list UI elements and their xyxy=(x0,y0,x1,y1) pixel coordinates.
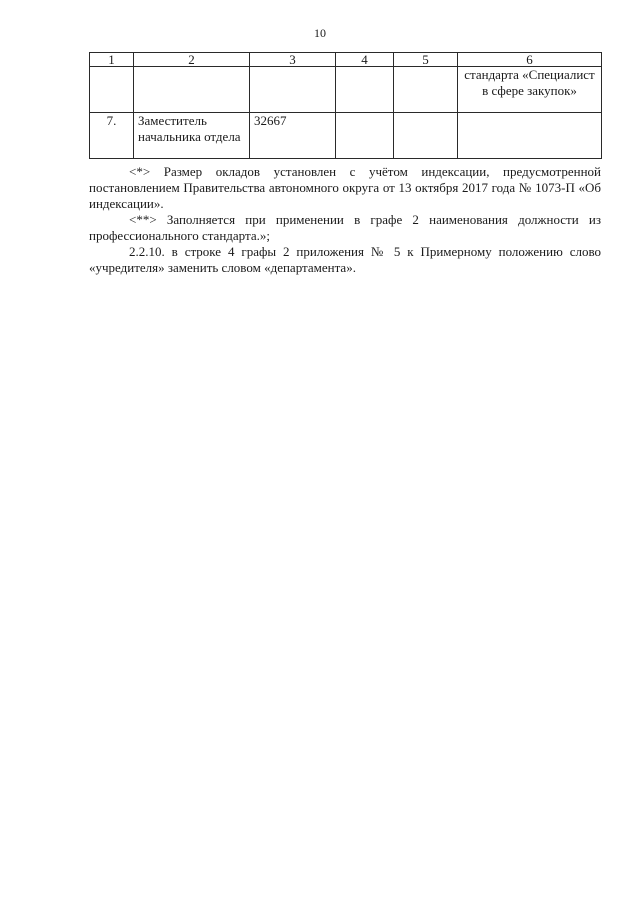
amendment-item: 2.2.10. в строке 4 графы 2 приложения № 5 к Примерному положению слово «учредителя» заменить словом «департамента». xyxy=(89,244,601,275)
footnotes-block xyxy=(89,164,601,276)
column-header: 2 xyxy=(134,53,250,67)
table-cell xyxy=(134,67,250,113)
column-header: 6 xyxy=(458,53,602,67)
page-number: 10 xyxy=(314,26,326,40)
staff-table xyxy=(89,52,602,159)
table-cell: 32667 xyxy=(250,113,336,159)
table-row xyxy=(90,113,602,159)
footnote-1: <*> Размер окладов установлен с учётом индексации, предусмотренной постановлением Правительства автономного округа от 13 октября 2017 года № 1073-П «Об индексации». xyxy=(89,164,601,211)
table-cell xyxy=(394,67,458,113)
footnote-2: <**> Заполняется при применении в графе 2 наименования должности из профессионального стандарта.»; xyxy=(89,212,601,243)
table-header-row xyxy=(90,53,602,67)
column-header: 4 xyxy=(336,53,394,67)
table-row xyxy=(90,67,602,113)
table-cell: Заместитель начальника отдела xyxy=(134,113,250,159)
column-header: 1 xyxy=(90,53,134,67)
column-header: 5 xyxy=(394,53,458,67)
table-cell xyxy=(336,113,394,159)
column-header: 3 xyxy=(250,53,336,67)
table-cell xyxy=(394,113,458,159)
table-cell: 7. xyxy=(90,113,134,159)
table-cell xyxy=(336,67,394,113)
table-cell: стандарта «Специалист в сфере закупок» xyxy=(458,67,602,113)
table-cell xyxy=(458,113,602,159)
table-cell xyxy=(90,67,134,113)
table-cell xyxy=(250,67,336,113)
